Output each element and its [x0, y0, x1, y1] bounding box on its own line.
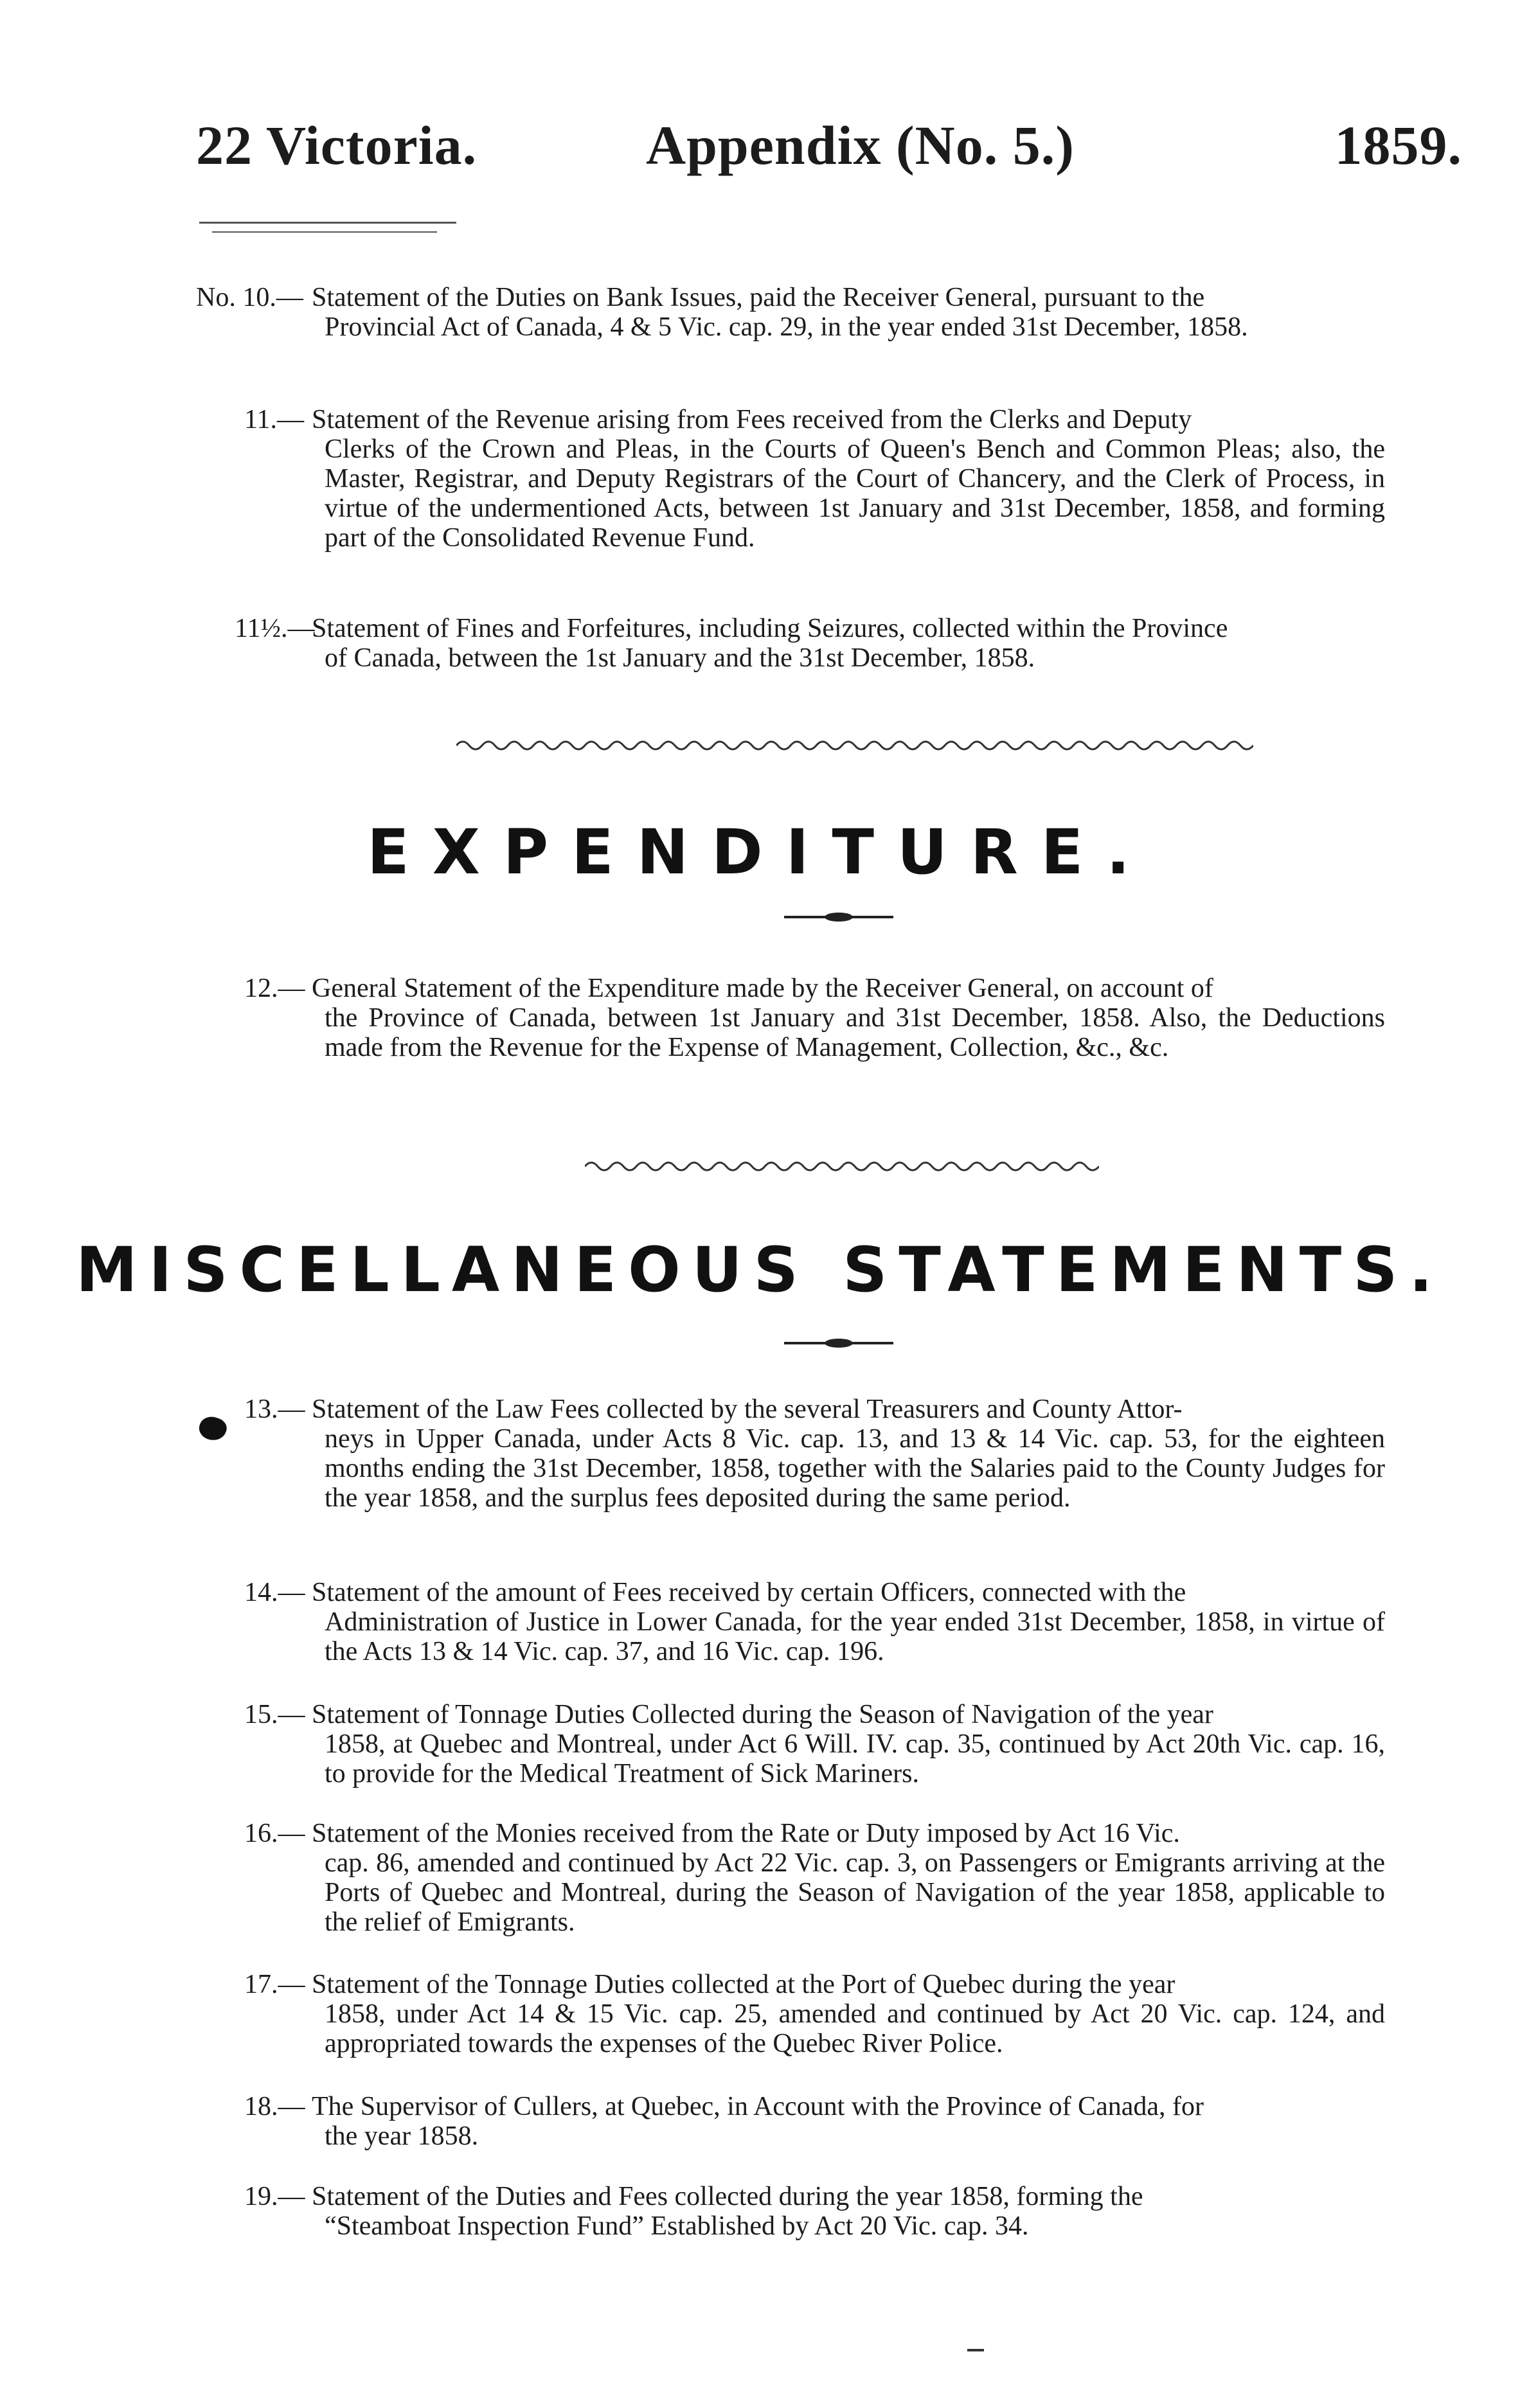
entry-text: Provincial Act of Canada, 4 & 5 Vic. cap. 29, in the year ended 31st December, 1858.	[325, 312, 1248, 342]
entry-text: Clerks of the Crown and Pleas, in the Courts of Queen's Bench and Common Pleas; also, the Master, Registrar, and Deputy Registrars of the Court of Chancery, and the Clerk of Process, in virtue of the undermentioned Acts, between 1st January and 31st December, 1858, and forming part of the Consolidated Revenue Fund.	[325, 434, 1385, 553]
footer-mark	[967, 2349, 984, 2351]
expenditure-heading: EXPENDITURE.	[367, 816, 1153, 888]
entry-number: 18.—	[244, 2092, 305, 2121]
entry-first-line: Statement of the Duties and Fees collected during the year 1858, forming the	[312, 2182, 1143, 2211]
entry-number: No. 10.—	[196, 283, 303, 312]
entry-first-line: General Statement of the Expenditure made by the Receiver General, on account of	[312, 974, 1213, 1003]
entry-15	[196, 1700, 1385, 1796]
entry-number: 14.—	[244, 1578, 305, 1607]
entry-text: of Canada, between the 1st January and the 31st December, 1858.	[325, 643, 1035, 673]
entry-first-line: Statement of the Duties on Bank Issues, paid the Receiver General, pursuant to the	[312, 283, 1205, 312]
entry-first-line: The Supervisor of Cullers, at Quebec, in Account with the Province of Canada, for	[312, 2092, 1204, 2121]
header-center: Appendix (No. 5.)	[646, 114, 1075, 176]
entry-number: 19.—	[244, 2182, 305, 2211]
wavy-separator	[456, 736, 1253, 755]
entry-number: 13.—	[244, 1395, 305, 1424]
entry-number: 17.—	[244, 1970, 305, 1999]
entry-17	[196, 1970, 1385, 2066]
entry-12	[196, 974, 1385, 1096]
entry-text: the year 1858.	[325, 2121, 479, 2151]
entry-text: neys in Upper Canada, under Acts 8 Vic. cap. 13, and 13 & 14 Vic. cap. 53, for the eighteen months ending the 31st December, 1858, together with the Salaries paid to the County Judges for the year 1858, and the surplus fees deposited during the same period.	[325, 1424, 1385, 1513]
entry-first-line: Statement of the Monies received from the Rate or Duty imposed by Act 16 Vic.	[312, 1819, 1180, 1848]
entry-16	[196, 1819, 1385, 1947]
entry-14	[196, 1578, 1385, 1674]
entry-text: cap. 86, amended and continued by Act 22 Vic. cap. 3, on Passengers or Emigrants arriving at the Ports of Quebec and Montreal, during the Season of Navigation of the year 1858, applicable to the relief of Emigrants.	[325, 1848, 1385, 1937]
entry-number: 12.—	[244, 974, 305, 1003]
entry-first-line: Statement of Fines and Forfeitures, including Seizures, collected within the Province	[312, 614, 1228, 643]
entry-number: 15.—	[244, 1700, 305, 1729]
entry-first-line: Statement of the amount of Fees received by certain Officers, connected with the	[312, 1578, 1186, 1607]
entry-18	[196, 2092, 1385, 2156]
heading-ornament	[784, 1335, 893, 1351]
entry-text: “Steamboat Inspection Fund” Established by Act 20 Vic. cap. 34.	[325, 2211, 1029, 2241]
entry-text: Administration of Justice in Lower Canada, for the year ended 31st December, 1858, in virtue of the Acts 13 & 14 Vic. cap. 37, and 16 Vic. cap. 196.	[325, 1607, 1385, 1666]
entry-11-half	[196, 614, 1385, 678]
entry-number: 11½.—	[235, 614, 315, 643]
entry-text: 1858, under Act 14 & 15 Vic. cap. 25, amended and continued by Act 20 Vic. cap. 124, and appropriated towards the expenses of the Quebec River Police.	[325, 1999, 1385, 2058]
entry-number: 16.—	[244, 1819, 305, 1848]
header-rule	[199, 222, 456, 224]
miscellaneous-heading: MISCELLANEOUS STATEMENTS.	[76, 1234, 1444, 1306]
header-rule-secondary	[212, 231, 437, 233]
entry-first-line: Statement of Tonnage Duties Collected during the Season of Navigation of the year	[312, 1700, 1213, 1729]
entry-text: 1858, at Quebec and Montreal, under Act 6 Will. IV. cap. 35, continued by Act 20th Vic. cap. 16, to provide for the Medical Treatment of Sick Mariners.	[325, 1729, 1385, 1788]
entry-first-line: Statement of the Law Fees collected by the several Treasurers and County Attor-	[312, 1395, 1183, 1424]
heading-ornament	[784, 909, 893, 925]
entry-19	[196, 2182, 1385, 2246]
entry-13	[196, 1395, 1385, 1552]
wavy-separator	[585, 1157, 1099, 1176]
entry-first-line: Statement of the Tonnage Duties collected at the Port of Quebec during the year	[312, 1970, 1176, 1999]
entry-10	[196, 283, 1385, 373]
header-right: 1859.	[1334, 114, 1462, 176]
entry-first-line: Statement of the Revenue arising from Fees received from the Clerks and Deputy	[312, 405, 1192, 434]
header-left: 22 Victoria.	[196, 114, 478, 176]
entry-11	[196, 405, 1385, 591]
entry-text: the Province of Canada, between 1st January and 31st December, 1858. Also, the Deductions made from the Revenue for the Expense of Management, Collection, &c., &c.	[325, 1003, 1385, 1062]
entry-number: 11.—	[244, 405, 304, 434]
